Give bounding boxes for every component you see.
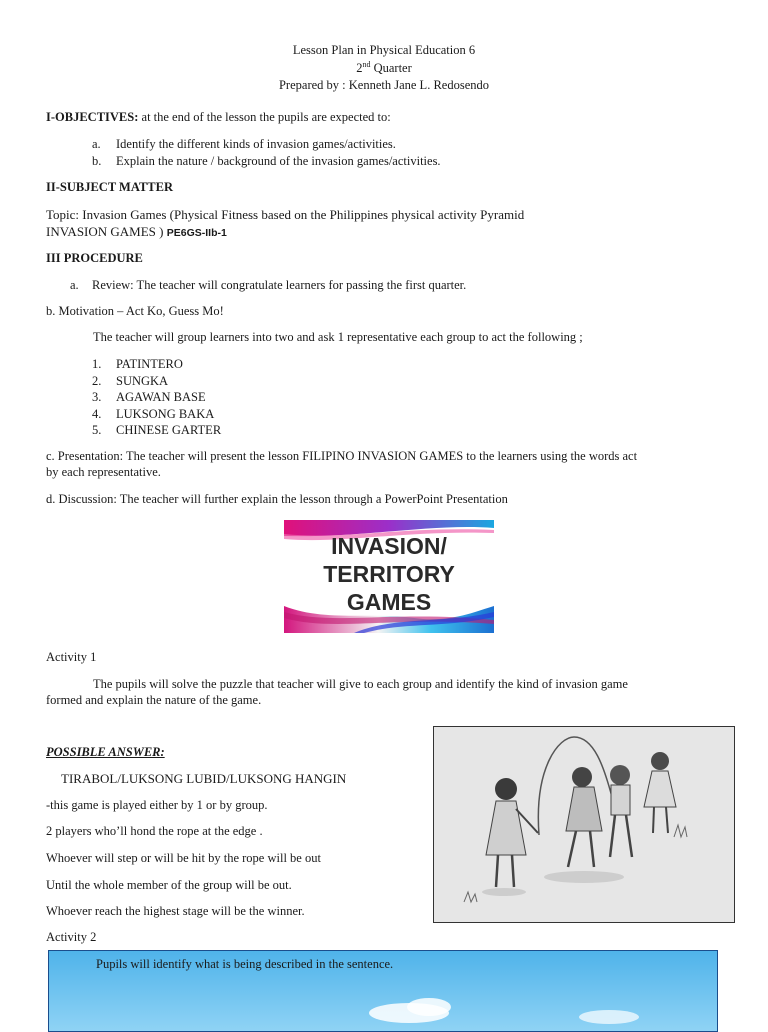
list-item xyxy=(92,389,221,406)
list-number: 1. xyxy=(92,357,102,371)
topic-line-1: Topic: Invasion Games (Physical Fitness based on the Philippines physical activity Pyramid xyxy=(46,207,525,222)
activity-1-line-1: The pupils will solve the puzzle that teacher will give to each group and identify the kind of invasion game xyxy=(93,677,628,691)
list-item xyxy=(92,373,221,390)
banner-title xyxy=(284,532,494,616)
objective-marker: b. xyxy=(92,154,102,168)
answer-line: Until the whole member of the group will be out. xyxy=(46,878,292,892)
motivation-heading: b. Motivation – Act Ko, Guess Mo! xyxy=(46,304,224,318)
quarter-number: 2 xyxy=(356,61,363,76)
activity-1-line-2: formed and explain the nature of the game. xyxy=(46,693,262,707)
list-item xyxy=(92,422,221,439)
objective-item xyxy=(92,154,441,169)
review-text: Review: The teacher will congratulate learners for passing the first quarter. xyxy=(92,278,467,292)
jump-rope-illustration xyxy=(433,726,735,923)
topic-line-2 xyxy=(46,224,227,240)
review-marker: a. xyxy=(70,278,79,292)
objectives-intro: at the end of the lesson the pupils are expected to: xyxy=(138,110,391,124)
children-jumping-rope-drawing xyxy=(434,727,734,922)
objective-text: Identify the different kinds of invasion games/activities. xyxy=(116,137,396,151)
invasion-games-banner xyxy=(284,520,494,633)
review-item xyxy=(70,278,466,293)
game-name: AGAWAN BASE xyxy=(116,390,206,404)
list-number: 2. xyxy=(92,373,102,388)
quarter-suffix: nd xyxy=(362,60,371,69)
procedure-heading: III PROCEDURE xyxy=(46,251,143,265)
answer-line: Whoever will step or will be hit by the rope will be out xyxy=(46,851,321,865)
answer-game-name: TIRABOL/LUKSONG LUBID/LUKSONG HANGIN xyxy=(61,771,347,786)
objective-text: Explain the nature / background of the invasion games/activities. xyxy=(116,154,441,168)
answer-line: 2 players who’ll hond the rope at the edge . xyxy=(46,824,263,838)
list-number: 4. xyxy=(92,406,102,421)
lesson-title: Lesson Plan in Physical Education 6 xyxy=(292,43,476,57)
quarter-word: Quarter xyxy=(370,61,412,76)
subject-matter-heading: II-SUBJECT MATTER xyxy=(46,180,173,194)
objectives-line xyxy=(46,110,391,125)
games-list xyxy=(92,356,221,439)
banner-line-2: TERRITORY xyxy=(323,561,455,587)
activity-2-box xyxy=(48,950,718,1032)
list-number: 3. xyxy=(92,390,102,404)
possible-answer-heading: POSSIBLE ANSWER: xyxy=(46,745,165,759)
banner-line-1: INVASION/ xyxy=(331,533,447,559)
competency-code: PE6GS-IIb-1 xyxy=(166,227,227,239)
list-item xyxy=(92,406,221,423)
list-item xyxy=(92,356,221,373)
activity-2-heading: Activity 2 xyxy=(46,930,97,944)
objective-item xyxy=(92,137,396,152)
activity-1-heading: Activity 1 xyxy=(46,650,97,664)
answer-line: -this game is played either by 1 or by group. xyxy=(46,798,268,812)
presentation-line-1: c. Presentation: The teacher will present the lesson FILIPINO INVASION GAMES to the learners using the words act xyxy=(46,449,638,463)
topic-continuation: INVASION GAMES ) xyxy=(46,224,167,239)
answer-line: Whoever reach the highest stage will be the winner. xyxy=(46,904,305,918)
game-name: PATINTERO xyxy=(116,357,183,371)
motivation-description: The teacher will group learners into two and ask 1 representative each group to act the following ; xyxy=(93,330,583,344)
discussion-line: d. Discussion: The teacher will further explain the lesson through a PowerPoint Presentation xyxy=(46,492,508,506)
objectives-heading: I-OBJECTIVES: xyxy=(46,110,139,124)
game-name: CHINESE GARTER xyxy=(116,423,222,437)
banner-line-3: GAMES xyxy=(346,589,432,615)
objective-marker: a. xyxy=(92,137,101,151)
game-name: SUNGKA xyxy=(116,373,169,388)
activity-2-instruction: Pupils will identify what is being described in the sentence. xyxy=(96,957,394,971)
game-name: LUKSONG BAKA xyxy=(116,406,215,421)
list-number: 5. xyxy=(92,423,102,437)
quarter-line xyxy=(0,60,768,76)
prepared-by: Prepared by : Kenneth Jane L. Redosendo xyxy=(278,78,489,92)
presentation-line-2: by each representative. xyxy=(46,465,161,479)
